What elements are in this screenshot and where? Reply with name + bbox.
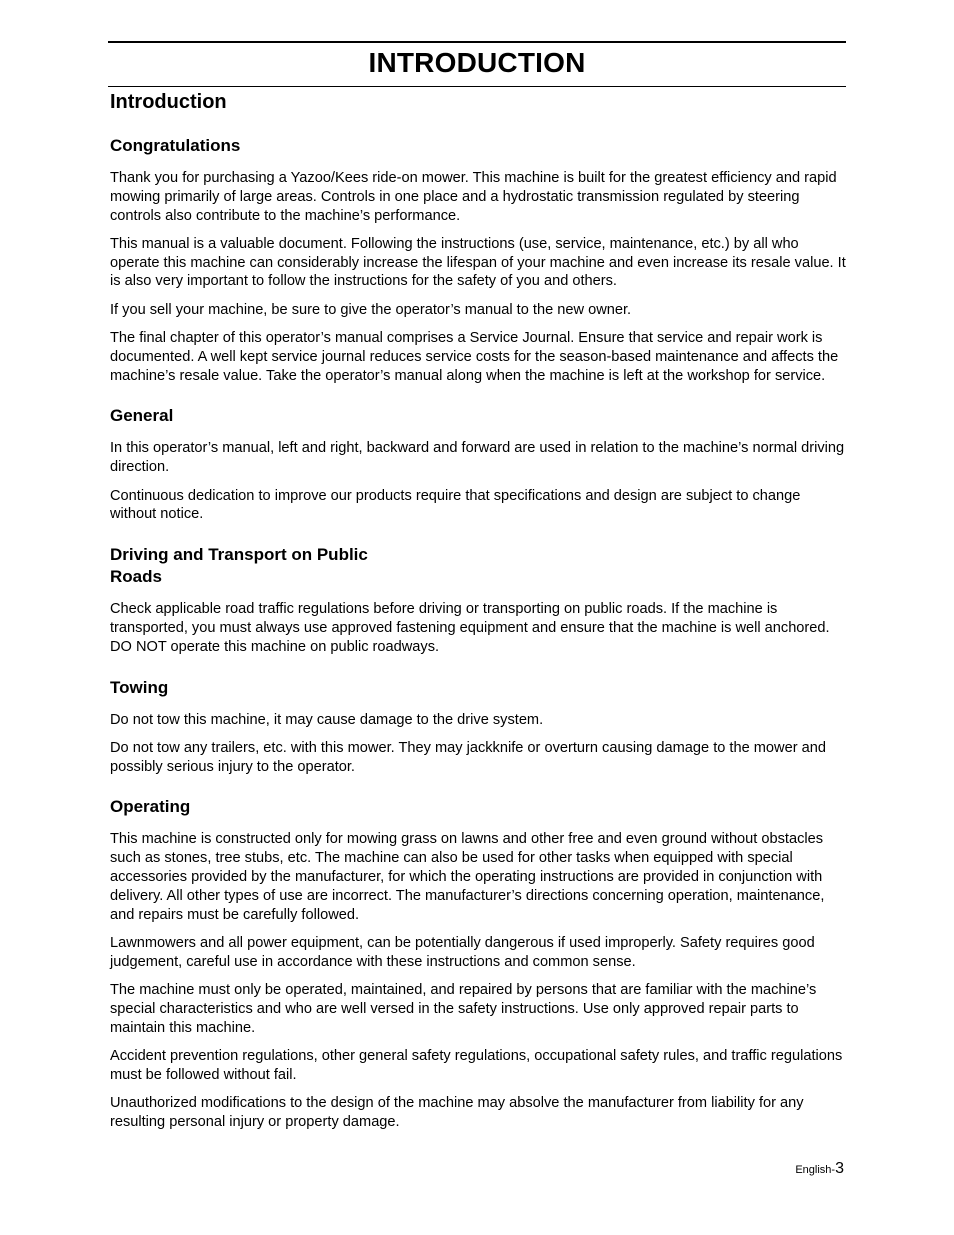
heading-general: General [110,406,174,426]
paragraph: Unauthorized modifications to the design of the machine may absolve the manufacturer from liability for any resulting personal injury or property damage. [110,1095,804,1130]
paragraph: Do not tow any trailers, etc. with this mower. They may jackknife or overturn causing damage to the mower and possibly serious injury to the operator. [110,739,826,775]
paragraph: The machine must only be operated, maintained, and repaired by persons that are familiar with the machine’s special characteristics and who are well versed in the safety instructions. Use only approved repair parts to maintain this machine. [110,982,817,1036]
paragraph: Lawnmowers and all power equipment, can be potentially dangerous if used improperly. Safety requires good judgement, careful use in accordance with these instructions and common sense. [110,934,815,970]
document-body [110,135,846,1132]
paragraph: If you sell your machine, be sure to give the operator’s manual to the new owner. [110,301,632,318]
header-top-rule [108,41,846,43]
paragraph: The final chapter of this operator’s manual comprises a Service Journal. Ensure that service and repair work is documented. A well kept service journal reduces service costs for the season-based maintenance and affects the machine’s resale value. Take the operator’s manual along when the machine is left at the workshop for service. [110,330,839,384]
heading-towing: Towing [110,677,169,697]
paragraph: In this operator’s manual, left and right, backward and forward are used in relation to the machine’s normal driving direction. [110,440,845,476]
section-title: Introduction [110,91,227,113]
page-number: 3 [835,1160,844,1177]
paragraph: Check applicable road traffic regulations before driving or transporting on public roads. If the machine is transported, you must always use approved fastening equipment and ensure that the machine is well anchored. DO NOT operate this machine on public roadways. [110,601,830,655]
heading-operating: Operating [110,797,191,817]
paragraph: Continuous dedication to improve our products require that specifications and design are subject to change without notice. [110,487,801,523]
paragraph: Accident prevention regulations, other general safety regulations, occupational safety rules, and traffic regulations must be followed without fail. [110,1047,843,1083]
heading-driving-transport: Driving and Transport on Public Roads [110,545,368,587]
chapter-title: INTRODUCTION [368,47,586,78]
header-bottom-rule [108,86,846,87]
paragraph: Do not tow this machine, it may cause damage to the drive system. [110,711,544,728]
paragraph: Thank you for purchasing a Yazoo/Kees ride-on mower. This machine is built for the greatest efficiency and rapid mowing primarily of large areas. Controls in one place and a hydrostatic transmission regulated by steering controls also contribute to the machine’s performance. [110,170,837,224]
heading-congratulations: Congratulations [110,136,241,155]
page-footer [795,1159,844,1180]
paragraph: This manual is a valuable document. Following the instructions (use, service, maintenance, etc.) by all who operate this machine can considerably increase the lifespan of your machine and even increase its resale value. It is also very important to follow the instructions for the safety of you and others. [110,235,846,290]
footer-language: English- [795,1164,836,1176]
paragraph: This machine is constructed only for mowing grass on lawns and other free and even ground without obstacles such as stones, tree stubs, etc. The machine can also be used for other tasks when equipped with special accessories provided by the manufacturer, for which the operating instructions are provided in conjunction with delivery. All other types of use are incorrect. The manufacturer’s directions concerning operation, maintenance, and repairs must be carefully followed. [110,831,825,923]
